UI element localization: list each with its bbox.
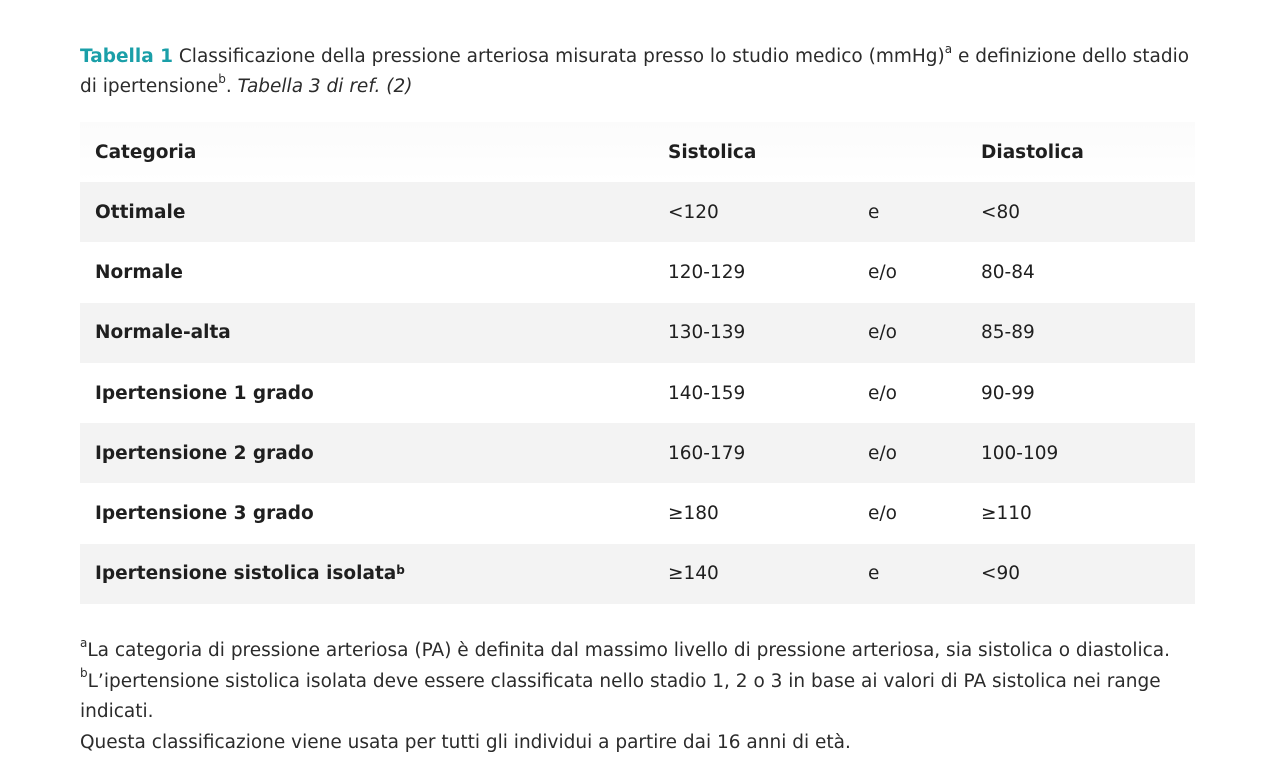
row-systolic: 120-129 (668, 261, 746, 283)
row-conjunction: e/o (868, 322, 897, 344)
caption-ref: Tabella 3 di ref. (2) (237, 76, 413, 97)
table-caption (80, 42, 1200, 102)
row-category-text: Ipertensione sistolica isolata (95, 563, 397, 585)
caption-text-1: Classificazione della pressione arteriosa misurata presso lo studio medico (mmHg) (173, 46, 945, 67)
footnote-b (80, 667, 1200, 728)
row-diastolic: ≥110 (981, 503, 1032, 525)
row-category-text: Normale-alta (95, 322, 231, 344)
row-category (95, 303, 231, 363)
row-systolic: 160-179 (668, 442, 746, 464)
table-row (80, 544, 1195, 604)
caption-sup-b: b (218, 71, 226, 86)
caption-sup-a: a (944, 41, 953, 56)
footnote-marker: a (80, 635, 88, 650)
row-conjunction: e (868, 563, 880, 585)
row-category (95, 483, 314, 543)
row-category: Ipertensione sistolica isolata $^b$ (95, 562, 405, 585)
footnote-marker: b (80, 666, 88, 681)
row-conjunction: e (868, 201, 880, 223)
row-category (95, 363, 314, 423)
row-conjunction: e/o (868, 261, 897, 283)
row-diastolic: <90 (981, 563, 1021, 585)
row-systolic: <120 (668, 201, 719, 223)
row-systolic: ≥180 (668, 503, 719, 525)
footnote-a (80, 636, 1200, 667)
row-diastolic: 85-89 (981, 322, 1035, 344)
table-row (80, 242, 1195, 302)
row-diastolic: 80-84 (981, 261, 1035, 283)
row-category-text: Ipertensione 1 grado (95, 382, 314, 404)
row-systolic: 140-159 (668, 382, 746, 404)
caption-text-2: e definizione dello stadio di ipertensione (80, 46, 1190, 97)
header-diastolic: Diastolica (981, 141, 1084, 163)
table-row (80, 483, 1195, 543)
table-row (80, 423, 1195, 483)
row-conjunction: e/o (868, 442, 897, 464)
footnote-text: La categoria di pressione arteriosa (PA) è definita dal massimo livello di pressione arteriosa, sia sistolica o diastolica. (87, 640, 1171, 661)
row-diastolic: <80 (981, 201, 1021, 223)
row-category-text: Normale (95, 261, 183, 283)
row-category (95, 242, 183, 302)
row-systolic: ≥140 (668, 563, 719, 585)
table-header-row (80, 122, 1195, 182)
footnote-text: Questa classificazione viene usata per tutti gli individui a partire dai 16 anni di età. (80, 731, 851, 753)
row-category-text: Ipertensione 2 grado (95, 442, 314, 464)
row-systolic: 130-139 (668, 322, 746, 344)
caption-label: Tabella 1 (80, 46, 173, 67)
blood-pressure-table (80, 122, 1195, 604)
header-systolic: Sistolica (668, 141, 757, 163)
table-row (80, 303, 1195, 363)
row-conjunction: e/o (868, 503, 897, 525)
table-row (80, 363, 1195, 423)
footnote-note (80, 728, 1200, 759)
table-footnotes (80, 636, 1200, 758)
row-conjunction: e/o (868, 382, 897, 404)
row-diastolic: 90-99 (981, 382, 1035, 404)
caption-text-3: . (225, 76, 238, 97)
row-category-text: Ottimale (95, 201, 186, 223)
row-category (95, 423, 314, 483)
row-diastolic: 100-109 (981, 442, 1059, 464)
row-category-text: Ipertensione 3 grado (95, 503, 314, 525)
row-category (95, 182, 185, 242)
table-row (80, 182, 1195, 242)
footnote-text: L’ipertensione sistolica isolata deve essere classificata nello stadio 1, 2 o 3 in base ai valori di PA sistolica nei range indicati. (80, 670, 1161, 722)
header-category: Categoria (95, 141, 197, 163)
